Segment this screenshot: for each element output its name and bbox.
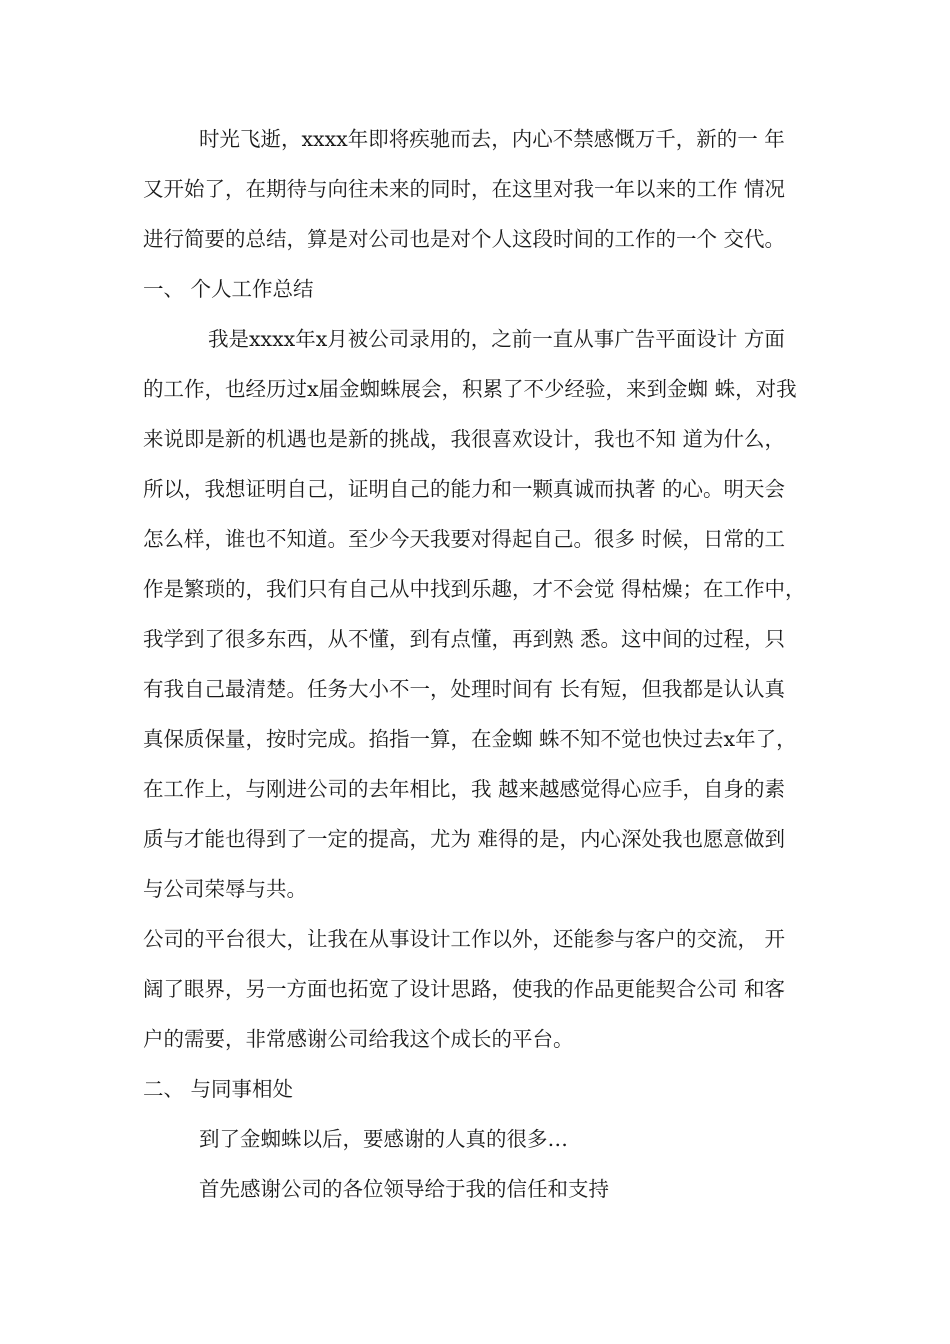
paragraph-4-line-1: 到了金蜘蛛以后，要感谢的人真的很多… (199, 1127, 568, 1151)
paragraph-2-line-1: 我是xxxx年x月被公司录用的，之前一直从事广告平面设计 方面 (208, 327, 785, 351)
paragraph-3-line-3: 户的需要，非常感谢公司给我这个成长的平台。 (143, 1027, 574, 1051)
paragraph-2-line-5: 怎么样，谁也不知道。至少今天我要对得起自己。很多 时候，日常的工 (143, 527, 786, 551)
paragraph-1-line-2: 又开始了，在期待与向往未来的同时，在这里对我一年以来的工作 情况 (143, 177, 786, 201)
paragraph-2-line-6: 作是繁琐的，我们只有自己从中找到乐趣，才不会觉 得枯燥；在工作中， (143, 577, 806, 601)
paragraph-2-line-2: 的工作，也经历过x届金蜘蛛展会，积累了不少经验，来到金蜘 蛛，对我 (143, 377, 797, 401)
paragraph-2-line-4: 所以，我想证明自己，证明自己的能力和一颗真诚而执著 的心。明天会 (143, 477, 786, 501)
section-2-heading: 二、 与同事相处 (143, 1077, 294, 1101)
paragraph-1-line-3: 进行简要的总结，算是对公司也是对个人这段时间的工作的一个 交代。 (143, 227, 786, 251)
paragraph-2-line-3: 来说即是新的机遇也是新的挑战，我很喜欢设计，我也不知 道为什么， (143, 427, 786, 451)
paragraph-2-line-8: 有我自己最清楚。任务大小不一，处理时间有 长有短，但我都是认认真 (143, 677, 786, 701)
section-1-heading: 一、 个人工作总结 (143, 277, 314, 301)
paragraph-2-line-7: 我学到了很多东西，从不懂，到有点懂，再到熟 悉。这中间的过程，只 (143, 627, 786, 651)
paragraph-3-line-2: 阔了眼界，另一方面也拓宽了设计思路，使我的作品更能契合公司 和客 (143, 977, 786, 1001)
paragraph-2-line-12: 与公司荣辱与共。 (143, 877, 307, 901)
paragraph-2-line-9: 真保质保量，按时完成。掐指一算，在金蜘 蛛不知不觉也快过去x年了， (143, 727, 797, 751)
paragraph-5-line-1: 首先感谢公司的各位领导给于我的信任和支持 (199, 1177, 609, 1201)
paragraph-1-line-1: 时光飞逝，xxxx年即将疾驰而去，内心不禁感慨万千，新的一 年 (199, 127, 785, 151)
paragraph-3-line-1: 公司的平台很大，让我在从事设计工作以外，还能参与客户的交流， 开 (143, 927, 786, 951)
paragraph-2-line-10: 在工作上，与刚进公司的去年相比，我 越来越感觉得心应手，自身的素 (143, 777, 786, 801)
paragraph-2-line-11: 质与才能也得到了一定的提高，尤为 难得的是，内心深处我也愿意做到 (143, 827, 786, 851)
